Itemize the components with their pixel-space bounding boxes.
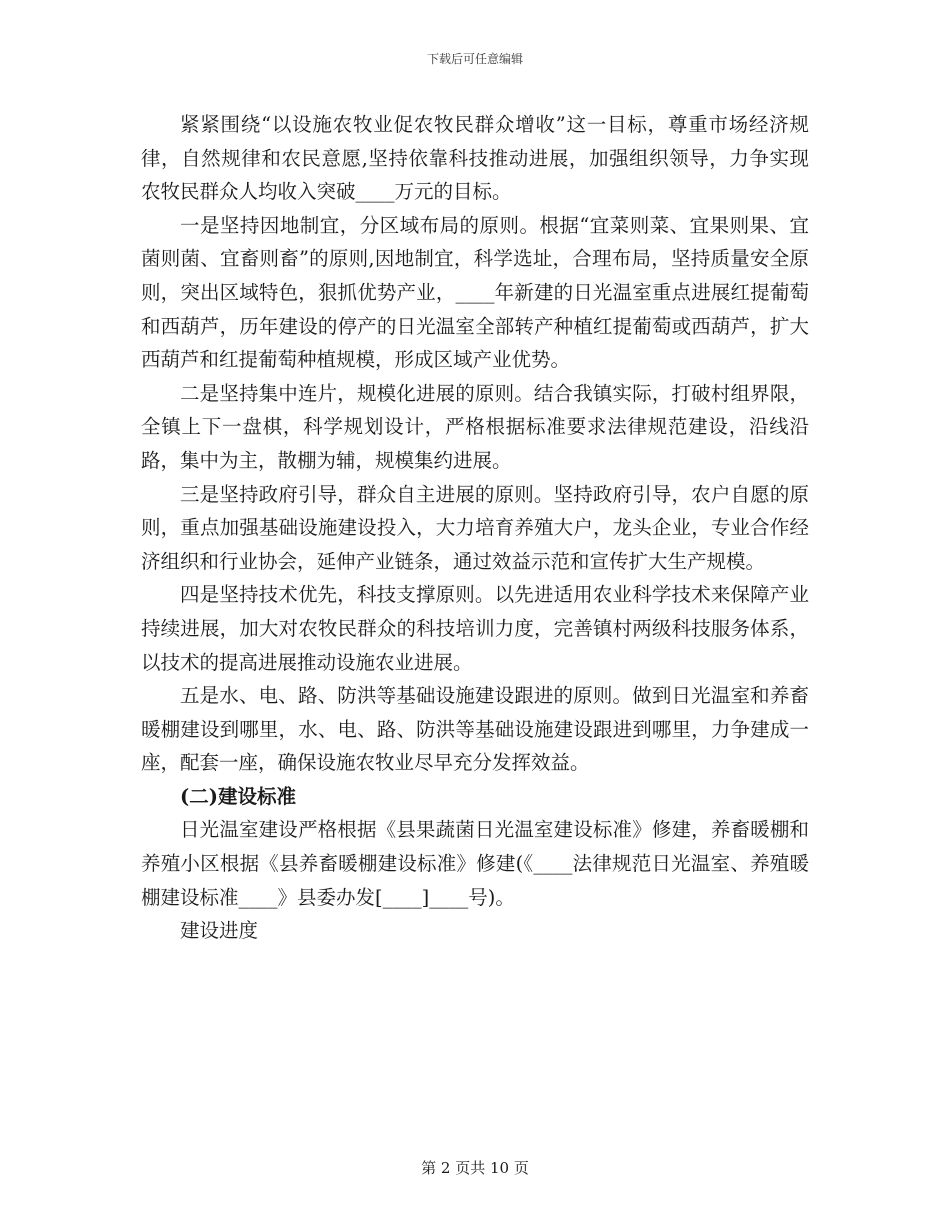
paragraph-construction-progress: 建设进度	[180, 919, 259, 943]
paragraph-principle-3: 三是坚持政府引导，群众自主进展的原则。坚持政府引导，农户自愿的原则，重点加强基础设施建设投入，大力培育养殖大户，龙头企业，专业合作经济组织和行业协会，延伸产业链条，通过效益示范和宣传扩大生产规模。	[141, 482, 809, 573]
section-heading-construction-standard: (二)建设标准	[180, 784, 296, 808]
document-body	[141, 108, 809, 948]
paragraph-construction-standard: 日光温室建设严格根据《县果蔬菌日光温室建设标准》修建，养畜暖棚和养殖小区根据《县养畜暖棚建设标准》修建(《____法律规范日光温室、养殖暖棚建设标准____》县委办发[____]____号)。	[141, 818, 809, 909]
paragraph-principle-2: 二是坚持集中连片，规模化进展的原则。结合我镇实际，打破村组界限，全镇上下一盘棋，科学规划设计，严格根据标准要求法律规范建设，沿线沿路，集中为主，散棚为辅，规模集约进展。	[141, 381, 809, 472]
paragraph-principle-4: 四是坚持技术优先，科技支撑原则。以先进适用农业科学技术来保障产业持续进展，加大对农牧民群众的科技培训力度，完善镇村两级科技服务体系，以技术的提高进展推动设施农业进展。	[141, 583, 809, 674]
paragraph-principle-5: 五是水、电、路、防洪等基础设施建设跟进的原则。做到日光温室和养畜暖棚建设到哪里，水、电、路、防洪等基础设施建设跟进到哪里，力争建成一座，配套一座，确保设施农牧业尽早充分发挥效益。	[141, 684, 809, 775]
paragraph-goal: 紧紧围绕“以设施农牧业促农牧民群众增收”这一目标，尊重市场经济规律，自然规律和农民意愿,坚持依靠科技推动进展，加强组织领导，力争实现农牧民群众人均收入突破____万元的目标。	[141, 113, 809, 204]
paragraph-principle-1: 一是坚持因地制宜，分区域布局的原则。根据“宜菜则菜、宜果则果、宜菌则菌、宜畜则畜”的原则,因地制宜，科学选址，合理布局，坚持质量安全原则，突出区域特色，狠抓优势产业，____年新建的日光温室重点进展红提葡萄和西葫芦，历年建设的停产的日光温室全部转产种植红提葡萄或西葫芦，扩大西葫芦和红提葡萄种植规模，形成区域产业优势。	[141, 213, 809, 372]
page-number: 第 2 页共 10 页	[421, 1159, 529, 1177]
page-header: 下载后可任意编辑	[426, 52, 523, 66]
